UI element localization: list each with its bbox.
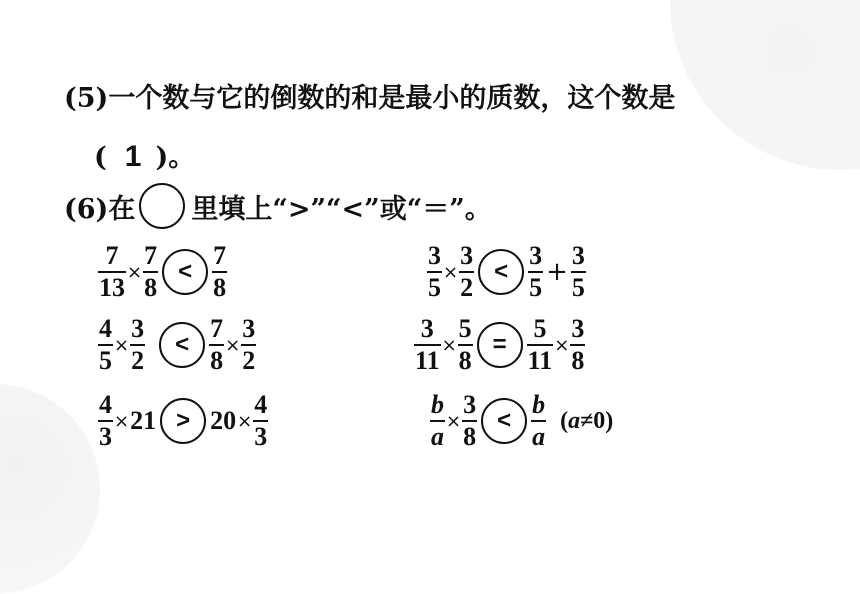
- numerator: 3: [428, 241, 441, 270]
- times-sign: ×: [237, 410, 253, 432]
- numerator: 3: [463, 390, 477, 419]
- fraction: [98, 243, 126, 301]
- decorative-circle-bottom-left: [0, 384, 100, 594]
- fraction: [571, 243, 586, 301]
- condition-rest: ≠0): [580, 407, 614, 434]
- times-sign: ×: [114, 410, 130, 432]
- fraction: [570, 316, 585, 374]
- expression-r3-left: [98, 392, 268, 450]
- answer-value: 1: [124, 140, 142, 173]
- expression-r1-left: [98, 243, 227, 301]
- numerator: b: [532, 390, 546, 419]
- whole-number: 21: [130, 406, 157, 435]
- numerator: 3: [571, 314, 585, 343]
- denominator: 2: [460, 273, 474, 302]
- fraction: [527, 316, 554, 374]
- question-6-instruction: [64, 183, 492, 229]
- times-sign: ×: [441, 334, 457, 356]
- decorative-circle-top-right: [670, 0, 860, 170]
- numerator: b: [431, 390, 444, 419]
- times-sign: ×: [225, 334, 241, 356]
- fraction: [414, 316, 441, 374]
- fraction: [459, 243, 474, 301]
- numerator: 7: [213, 241, 227, 270]
- fraction: [427, 243, 442, 301]
- denominator: 5: [99, 346, 112, 375]
- times-sign: ×: [446, 410, 462, 432]
- numerator: 3: [529, 241, 543, 270]
- fraction: [98, 392, 113, 450]
- comparison-answer-circle: <: [159, 322, 205, 368]
- condition-variable: a: [568, 407, 581, 434]
- numerator: 7: [105, 241, 119, 270]
- denominator: 13: [99, 273, 125, 302]
- numerator: 3: [131, 314, 145, 343]
- answer-paren-close: )。: [155, 142, 196, 173]
- denominator: 2: [131, 346, 145, 375]
- denominator: 8: [571, 346, 585, 375]
- numerator: 4: [254, 390, 268, 419]
- expression-r1-right: [427, 243, 586, 301]
- fraction: [462, 392, 477, 450]
- numerator: 5: [458, 314, 472, 343]
- question-6-prefix: (6)在: [64, 193, 136, 225]
- fraction: [253, 392, 268, 450]
- denominator: 5: [529, 273, 543, 302]
- comparison-answer-circle: =: [477, 322, 523, 368]
- denominator: 5: [428, 273, 441, 302]
- fraction: [98, 316, 113, 374]
- fraction: [241, 316, 256, 374]
- denominator: 8: [144, 273, 158, 302]
- comparison-answer-circle: <: [478, 249, 524, 295]
- comparison-answer-circle: <: [162, 249, 208, 295]
- denominator: 8: [463, 422, 477, 451]
- numerator: 3: [460, 241, 474, 270]
- numerator: 4: [99, 314, 112, 343]
- denominator: 11: [415, 346, 440, 375]
- fraction: [531, 392, 546, 450]
- condition-note: [560, 408, 613, 435]
- numerator: 3: [571, 241, 585, 270]
- expression-r3-right: [430, 392, 613, 450]
- numerator: 3: [420, 314, 434, 343]
- numerator: 4: [99, 390, 112, 419]
- answer-paren-open: (: [94, 142, 107, 173]
- comparison-answer-circle: <: [481, 398, 527, 444]
- question-5-text: (5)一个数与它的倒数的和是最小的质数，这个数是: [64, 83, 676, 114]
- denominator: 5: [571, 273, 585, 302]
- fraction: [528, 243, 543, 301]
- denominator: 2: [242, 346, 256, 375]
- fraction: [130, 316, 145, 374]
- numerator: 7: [144, 241, 158, 270]
- denominator: a: [532, 422, 546, 451]
- denominator: 8: [458, 346, 472, 375]
- times-sign: ×: [114, 334, 130, 356]
- times-sign: ×: [127, 261, 143, 283]
- denominator: 11: [527, 346, 553, 375]
- fraction: [430, 392, 445, 450]
- fraction: [143, 243, 158, 301]
- whole-number: 20: [210, 406, 237, 435]
- fraction: [209, 316, 224, 374]
- denominator: 8: [213, 273, 227, 302]
- denominator: a: [431, 422, 444, 451]
- numerator: 7: [210, 314, 224, 343]
- numerator: 5: [533, 314, 547, 343]
- blank-circle-icon: [139, 183, 185, 229]
- fraction: [458, 316, 473, 374]
- fraction: [212, 243, 227, 301]
- denominator: 3: [254, 422, 268, 451]
- numerator: 3: [242, 314, 256, 343]
- question-6-suffix: 里填上“>”“<”或“＝”。: [191, 193, 492, 225]
- denominator: 3: [99, 422, 112, 451]
- expression-r2-right: [414, 316, 585, 374]
- comparison-answer-circle: >: [160, 398, 206, 444]
- times-sign: ×: [443, 261, 459, 283]
- expression-r2-left: [98, 316, 256, 374]
- denominator: 8: [210, 346, 224, 375]
- condition-open: (: [560, 407, 569, 434]
- plus-sign: +: [546, 257, 568, 287]
- times-sign: ×: [554, 334, 570, 356]
- question-5-answer-line: [94, 135, 195, 174]
